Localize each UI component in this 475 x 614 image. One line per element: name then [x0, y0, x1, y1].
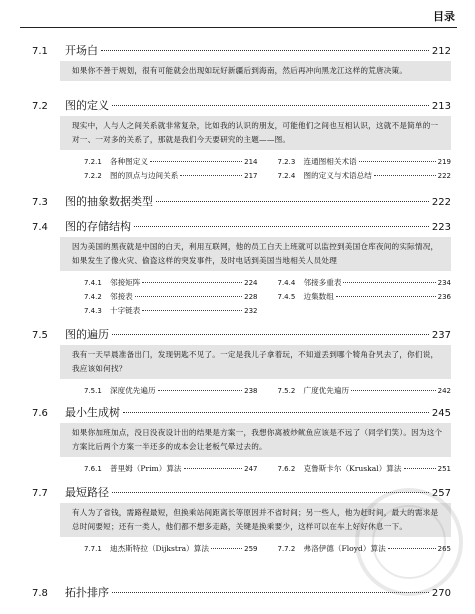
subsection-page: 251 [437, 465, 451, 473]
subsection-entry[interactable] [84, 543, 258, 554]
subsection-title: 广度优先遍历 [303, 386, 350, 395]
subsection-title: 迪杰斯特拉（Dijkstra）算法 [110, 544, 209, 553]
subsection-list [84, 463, 451, 474]
dot-leader [150, 161, 242, 162]
toc-entry[interactable] [32, 404, 451, 420]
toc-section [32, 326, 451, 396]
dot-leader [404, 468, 436, 469]
section-page: 270 [431, 588, 451, 599]
section-page: 223 [431, 222, 451, 233]
subsection-entry[interactable] [278, 277, 452, 288]
subsection-title: 克鲁斯卡尔（Kruskal）算法 [303, 464, 402, 473]
dot-leader [123, 412, 429, 413]
dot-leader [211, 548, 242, 549]
subsection-entry[interactable] [84, 385, 258, 396]
subsection-number: 7.2.4 [277, 172, 296, 180]
subsection-page: 238 [244, 387, 258, 395]
subsection-title: 邻接多重表 [303, 278, 342, 287]
dot-leader [112, 105, 429, 106]
toc-section [32, 218, 451, 316]
dot-leader [184, 468, 243, 469]
section-page: 237 [431, 330, 451, 341]
section-page: 213 [431, 101, 451, 112]
subsection-number: 7.4.1 [84, 279, 102, 287]
subsection-title: 边集数组 [303, 292, 334, 301]
section-number: 7.6 [32, 408, 48, 419]
library-stamp-watermark [349, 482, 469, 602]
subsection-list [84, 156, 451, 181]
dot-leader [343, 282, 435, 283]
subsection-title: 邻接矩阵 [110, 278, 141, 287]
subsection-page: 228 [244, 293, 258, 301]
section-number: 7.7 [32, 488, 48, 499]
toc-entry[interactable] [32, 42, 451, 58]
section-title: 图的存储结构 [65, 220, 131, 233]
section-quote: 我有一天早晨准备出门，发现钥匙不见了。一定是我儿子拿着玩，不知道丢到哪个犄角旮旯去了，你们说，我应该如何找？ [60, 345, 451, 379]
subsection-number: 7.4.3 [84, 307, 102, 315]
subsection-page: 247 [244, 465, 258, 473]
subsection-entry[interactable] [84, 305, 258, 316]
dot-leader [142, 282, 242, 283]
subsection-title: 连通图相关术语 [303, 157, 357, 166]
toc-section [32, 404, 451, 474]
dot-leader [156, 201, 429, 202]
section-quote: 有人为了省钱，需路程最短，但换乘站间距离长等原因并不省时间；另一些人，他为赶时间，最大的需求是总时间要短；还有一类人，他们都不想多走路，关键是换乘要少，这样可以在车上好好休息一下。 [60, 503, 451, 537]
section-quote: 如果你加班加点，没日没夜设计出的结果是方案一，我想你离被炒鱿鱼应该是不远了（同学们笑）。因为这个方案比后两个方案一半还多的成本会让老板气晕过去的。 [60, 423, 451, 457]
section-title: 图的抽象数据类型 [65, 195, 153, 208]
dot-leader [351, 390, 436, 391]
toc-section [32, 97, 451, 181]
section-number: 7.3 [32, 197, 48, 208]
toc-entry[interactable] [32, 326, 451, 342]
subsection-entry[interactable] [84, 156, 258, 167]
dot-leader [374, 175, 436, 176]
section-title: 最小生成树 [65, 406, 120, 419]
header-rule [20, 27, 457, 28]
subsection-page: 224 [244, 279, 258, 287]
section-quote: 如果你不善于规划，很有可能就会出现如玩好新疆后到海南，然后再冲向黑龙江这样的荒唐决策。 [60, 61, 451, 81]
section-page: 212 [431, 46, 451, 57]
subsection-entry[interactable] [84, 170, 258, 181]
subsection-number: 7.5.2 [277, 387, 296, 395]
section-quote: 因为美国的黑夜就是中国的白天，利用互联网，他的员工白天上班就可以监控到美国仓库夜间的实际情况，如果发生了像火灾、偷盗这样的突发事件，及时电话到美国当地相关人员处理 [60, 237, 451, 271]
subsection-title: 图的顶点与边间关系 [110, 171, 179, 180]
subsection-title: 邻接表 [110, 292, 133, 301]
toc-entry[interactable] [32, 193, 451, 209]
subsection-entry[interactable] [278, 156, 452, 167]
subsection-page: 236 [437, 293, 451, 301]
subsection-number: 7.6.1 [84, 465, 102, 473]
subsection-page: 234 [437, 279, 451, 287]
section-number: 7.2 [32, 101, 48, 112]
dot-leader [180, 175, 242, 176]
section-title: 图的定义 [65, 99, 109, 112]
subsection-number: 7.6.2 [277, 465, 296, 473]
subsection-page: 242 [437, 387, 451, 395]
subsection-list [84, 277, 451, 316]
subsection-number: 7.2.1 [84, 158, 102, 166]
subsection-number: 7.2.3 [277, 158, 296, 166]
subsection-entry[interactable] [84, 291, 258, 302]
section-number: 7.8 [32, 588, 48, 599]
subsection-page: 217 [244, 172, 258, 180]
subsection-entry[interactable] [84, 463, 258, 474]
subsection-entry[interactable] [278, 463, 452, 474]
toc-section [32, 42, 451, 81]
subsection-number: 7.4.5 [277, 293, 296, 301]
subsection-number: 7.2.2 [84, 172, 102, 180]
subsection-title: 深度优先遍历 [110, 386, 156, 395]
dot-leader [336, 296, 436, 297]
subsection-entry[interactable] [278, 170, 452, 181]
subsection-number: 7.7.1 [84, 545, 102, 553]
section-title: 拓扑排序 [65, 586, 109, 599]
subsection-page: 214 [244, 158, 258, 166]
subsection-entry[interactable] [278, 291, 452, 302]
subsection-page: 219 [437, 158, 451, 166]
dot-leader [112, 334, 429, 335]
dot-leader [142, 310, 242, 311]
subsection-page: 259 [244, 545, 258, 553]
toc-entry[interactable] [32, 97, 451, 113]
section-number: 7.5 [32, 330, 48, 341]
toc-section [32, 193, 451, 209]
section-page: 257 [431, 488, 451, 499]
subsection-list [84, 385, 451, 396]
section-number: 7.4 [32, 222, 48, 233]
subsection-page: 265 [437, 545, 451, 553]
subsection-page: 222 [437, 172, 451, 180]
section-page: 222 [431, 197, 451, 208]
subsection-number: 7.5.1 [84, 387, 102, 395]
dot-leader [359, 161, 436, 162]
section-number: 7.1 [32, 46, 48, 57]
subsection-title: 各种图定义 [110, 157, 148, 166]
section-quote: 现实中，人与人之间关系就非常复杂，比如我的认识的朋友，可能他们之间也互相认识，这就不是简单的一对一、一对多的关系了，那就是我们今天要研究的主题——图。 [60, 116, 451, 150]
subsection-title: 图的定义与术语总结 [303, 171, 372, 180]
section-title: 图的遍历 [65, 328, 109, 341]
subsection-title: 十字链表 [110, 306, 141, 315]
subsection-page: 232 [244, 307, 258, 315]
section-page: 245 [431, 408, 451, 419]
toc-entry[interactable] [32, 218, 451, 234]
subsection-entry[interactable] [278, 385, 452, 396]
section-title: 开场白 [65, 44, 98, 57]
dot-leader [101, 50, 429, 51]
subsection-title: 普里姆（Prim）算法 [110, 464, 182, 473]
section-title: 最短路径 [65, 486, 109, 499]
subsection-entry[interactable] [84, 277, 258, 288]
subsection-number: 7.4.4 [277, 279, 296, 287]
subsection-title: 弗洛伊德（Floyd）算法 [303, 544, 386, 553]
subsection-number: 7.4.2 [84, 293, 102, 301]
dot-leader [134, 226, 429, 227]
dot-leader [135, 296, 242, 297]
page-header-title: 目录 [433, 10, 455, 23]
dot-leader [158, 390, 243, 391]
subsection-number: 7.7.2 [277, 545, 296, 553]
